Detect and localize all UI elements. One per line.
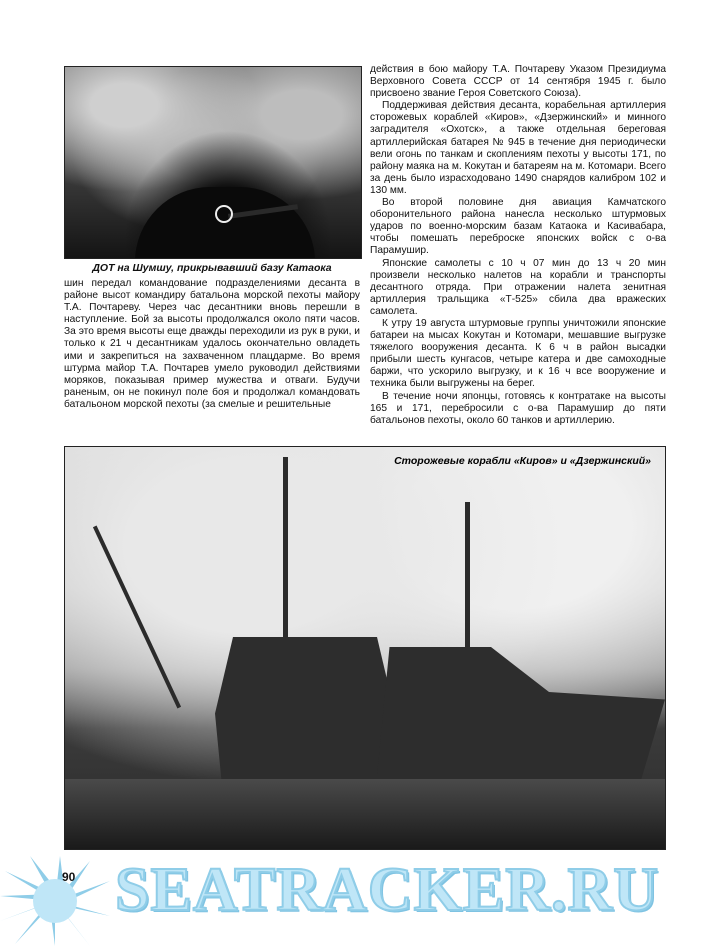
paragraph: К утру 19 августа штурмовые группы уничтожили японские батареи на мысах Кокутан и Котомари, мешавшие выгрузке тяжелого вооружения десанта. К 6 ч в район высадки прибыли шесть кунгасов, четыре катера и две самоходные баржи, что ускорило выгрузку, и к 16 ч все вооружение и техника были выгружены на берег. [370, 317, 666, 390]
bunker-photo [64, 66, 362, 259]
top-photo-caption: ДОТ на Шумшу, прикрывавший базу Катаока [92, 262, 332, 274]
harbor-water [65, 779, 665, 849]
bunker-opening [135, 187, 315, 259]
paragraph: шин передал командование подразделениями десанта в районе высот командиру батальона морской пехоты майору Т.А. Почтареву. Через час десантники вновь перешли в наступление. Бой за высоты продолжался около пяти часов. За это время высоты еще дважды переходили из рук в руки, и только к 21 ч десантникам удалось окончательно овладеть ими и закрепиться на захваченном плацдарме. Во время штурма майор Т.А. Почтарев умело руководил действиями моряков, показывая пример мужества и отваги. Будучи раненым, он не покинул поле боя и продолжал командовать батальоном морской пехоты (за смелые и решительные [64, 278, 360, 410]
gun-mount [215, 205, 233, 223]
bottom-photo-caption: Сторожевые корабли «Киров» и «Дзержинский» [394, 455, 651, 467]
left-text-column [64, 278, 360, 411]
ship-mast [465, 502, 470, 662]
crane-boom [93, 526, 181, 709]
sunburst-icon [0, 856, 110, 946]
paragraph: действия в бою майору Т.А. Почтареву Указом Президиума Верховного Совета СССР от 14 сентября 1945 г. было присвоено звание Героя Советского Союза). [370, 64, 666, 100]
ship-dzerzhinsky [375, 647, 665, 797]
paragraph: Во второй половине дня авиация Камчатского оборонительного района нанесла несколько штурмовых ударов по военно-морским базам Катаока и Касивабара, чтобы помешать переброске японских войск с о-ва Парамушир. [370, 197, 666, 257]
ships-photo [64, 446, 666, 850]
paragraph: Поддерживая действия десанта, корабельная артиллерия сторожевых кораблей «Киров», «Дзержинский» и минного заградителя «Охотск», а также отдельная береговая артиллерийская батарея № 945 в течение дня периодически вели огонь по танкам и скоплениям пехоты у высоты 171, по району маяка на м. Кокутан и батареям на м. Котомари. Всего за день было израсходовано 1490 снарядов калибром 102 и 130 мм. [370, 100, 666, 196]
paragraph: Японские самолеты с 10 ч 07 мин до 13 ч 20 мин произвели несколько налетов на корабли и транспорты десантного отряда. При отражении налета зенитная артиллерия тральщика «Т-525» сбила два вражеских самолета. [370, 257, 666, 317]
page-number: 90 [62, 870, 76, 884]
ship-mast [283, 457, 288, 647]
paragraph: В течение ночи японцы, готовясь к контратаке на высоты 165 и 171, перебросили с о-ва Парамушир до пяти батальонов пехоты, около 60 танков и артиллерию. [370, 390, 666, 426]
right-text-column [370, 64, 666, 427]
site-watermark: SEATRACKER.RU [115, 856, 660, 924]
